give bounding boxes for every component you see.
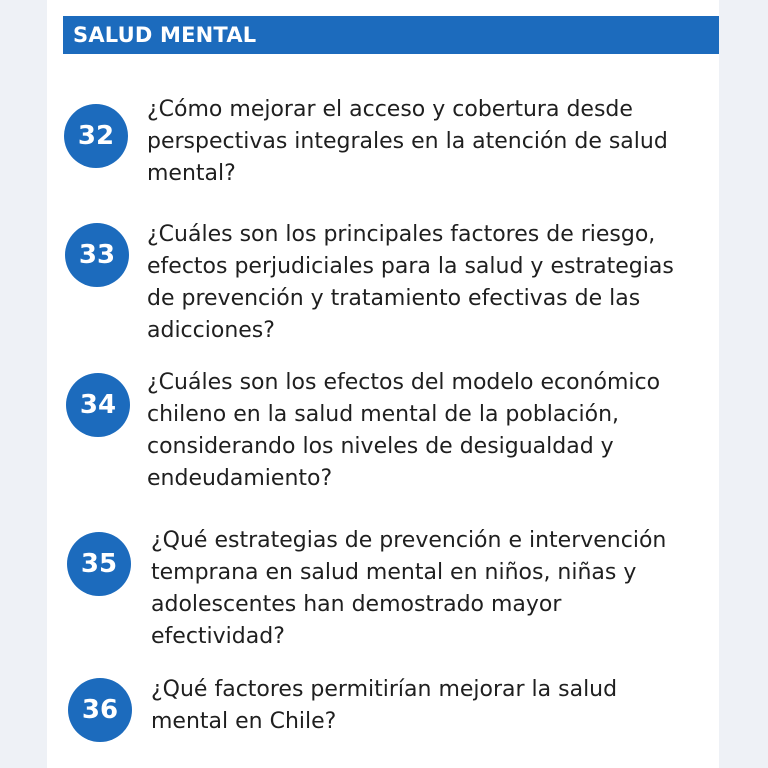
question-text: ¿Cuáles son los efectos del modelo económico chileno en la salud mental de la población, considerando los niveles de desigualdad y endeudamiento? (147, 370, 661, 491)
question-number-badge: 36 (68, 678, 132, 742)
section-header (63, 16, 719, 54)
question-text: ¿Cómo mejorar el acceso y cobertura desde perspectivas integrales en la atención de salud mental? (147, 97, 668, 186)
section-title: SALUD MENTAL (73, 23, 257, 47)
question-text: ¿Qué estrategias de prevención e intervención temprana en salud mental en niños, niñas y adolescentes han demostrado mayor efectividad? (151, 528, 667, 649)
question-number-badge: 34 (66, 373, 130, 437)
question-number-badge: 35 (67, 532, 131, 596)
question-text: ¿Cuáles son los principales factores de riesgo, efectos perjudiciales para la salud y estrategias de prevención y tratamiento efectivas de las adicciones? (147, 222, 674, 343)
question-number-badge: 32 (64, 104, 128, 168)
question-number-badge: 33 (65, 223, 129, 287)
question-text: ¿Qué factores permitirían mejorar la salud mental en Chile? (151, 677, 618, 734)
